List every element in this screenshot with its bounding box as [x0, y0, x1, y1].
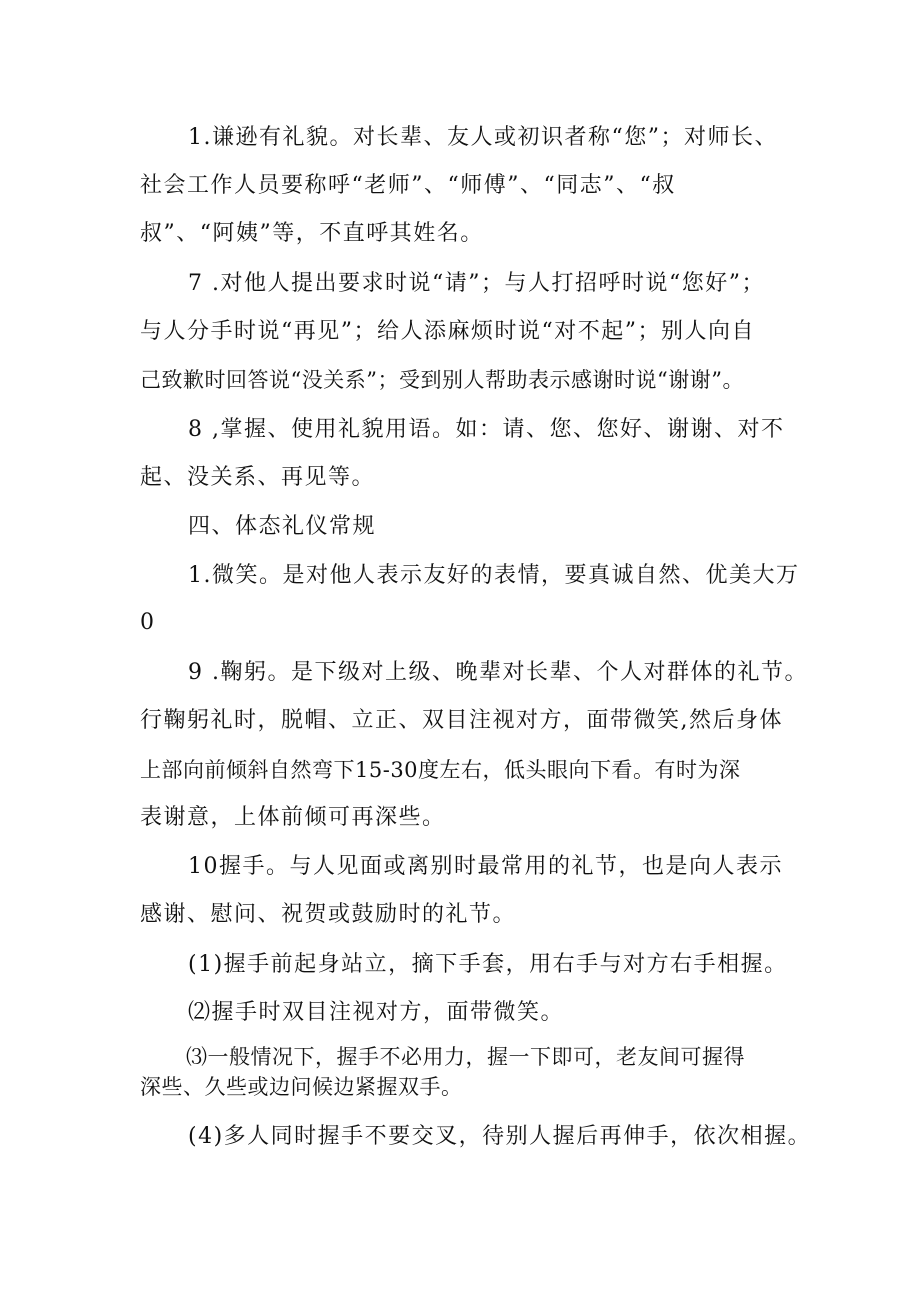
text-line: 己致歉时回答说“没关系”；受到别人帮助表示感谢时说“谢谢”。: [140, 368, 744, 392]
text-line: 表谢意，上体前倾可再深些。: [140, 805, 446, 830]
list-item: (1)握手前起身站立，摘下手套，用右手与对方右手相握。: [188, 952, 788, 977]
text-line: 9 .鞠躬。是下级对上级、晚辈对长辈、个人对群体的礼节。: [188, 660, 808, 685]
list-item: ⑶一般情况下，握手不必用力，握一下即可，老友间可握得: [186, 1045, 745, 1069]
text-line: 1.微笑。是对他人表示友好的表情，要真诚自然、优美大万: [188, 563, 800, 588]
section-heading: 四、体态礼仪常规: [188, 514, 377, 539]
text-line: 8 ,掌握、使用礼貌用语。如：请、您、您好、谢谢、对不: [188, 417, 785, 442]
text-line: 起、没关系、再见等。: [140, 465, 376, 490]
text-line: 与人分手时说“再见”；给人添麻烦时说“对不起”；别人向自: [140, 319, 755, 344]
text-line: 社会工作人员要称呼“老师”、“师傅”、“同志”、“叔: [140, 173, 676, 198]
text-line: 1.谦逊有礼貌。对长辈、友人或初识者称“您”；对师长、: [188, 125, 778, 150]
text-line: 感谢、慰问、祝贺或鼓励时的礼节。: [140, 902, 517, 927]
text-line: 上部向前倾斜自然弯下15-30度左右，低头眼向下看。有时为深: [140, 758, 741, 782]
text-line: 0: [140, 610, 156, 635]
text-line: 10握手。与人见面或离别时最常用的礼节，也是向人表示: [188, 854, 783, 879]
text-line: 叔”、“阿姨”等，不直呼其姓名。: [140, 221, 484, 246]
list-item: ⑵握手时双目注视对方，面带微笑。: [188, 1000, 565, 1025]
text-line: 7 .对他人提出要求时说“请”；与人打招呼时说“您好”；: [188, 271, 765, 296]
text-line: 深些、久些或边问候边紧握双手。: [140, 1075, 463, 1099]
list-item: (4)多人同时握手不要交叉，待别人握后再伸手，依次相握。: [188, 1124, 812, 1149]
text-line: 行鞠躬礼时，脱帽、立正、双目注视对方，面带微笑,然后身体: [140, 708, 783, 733]
